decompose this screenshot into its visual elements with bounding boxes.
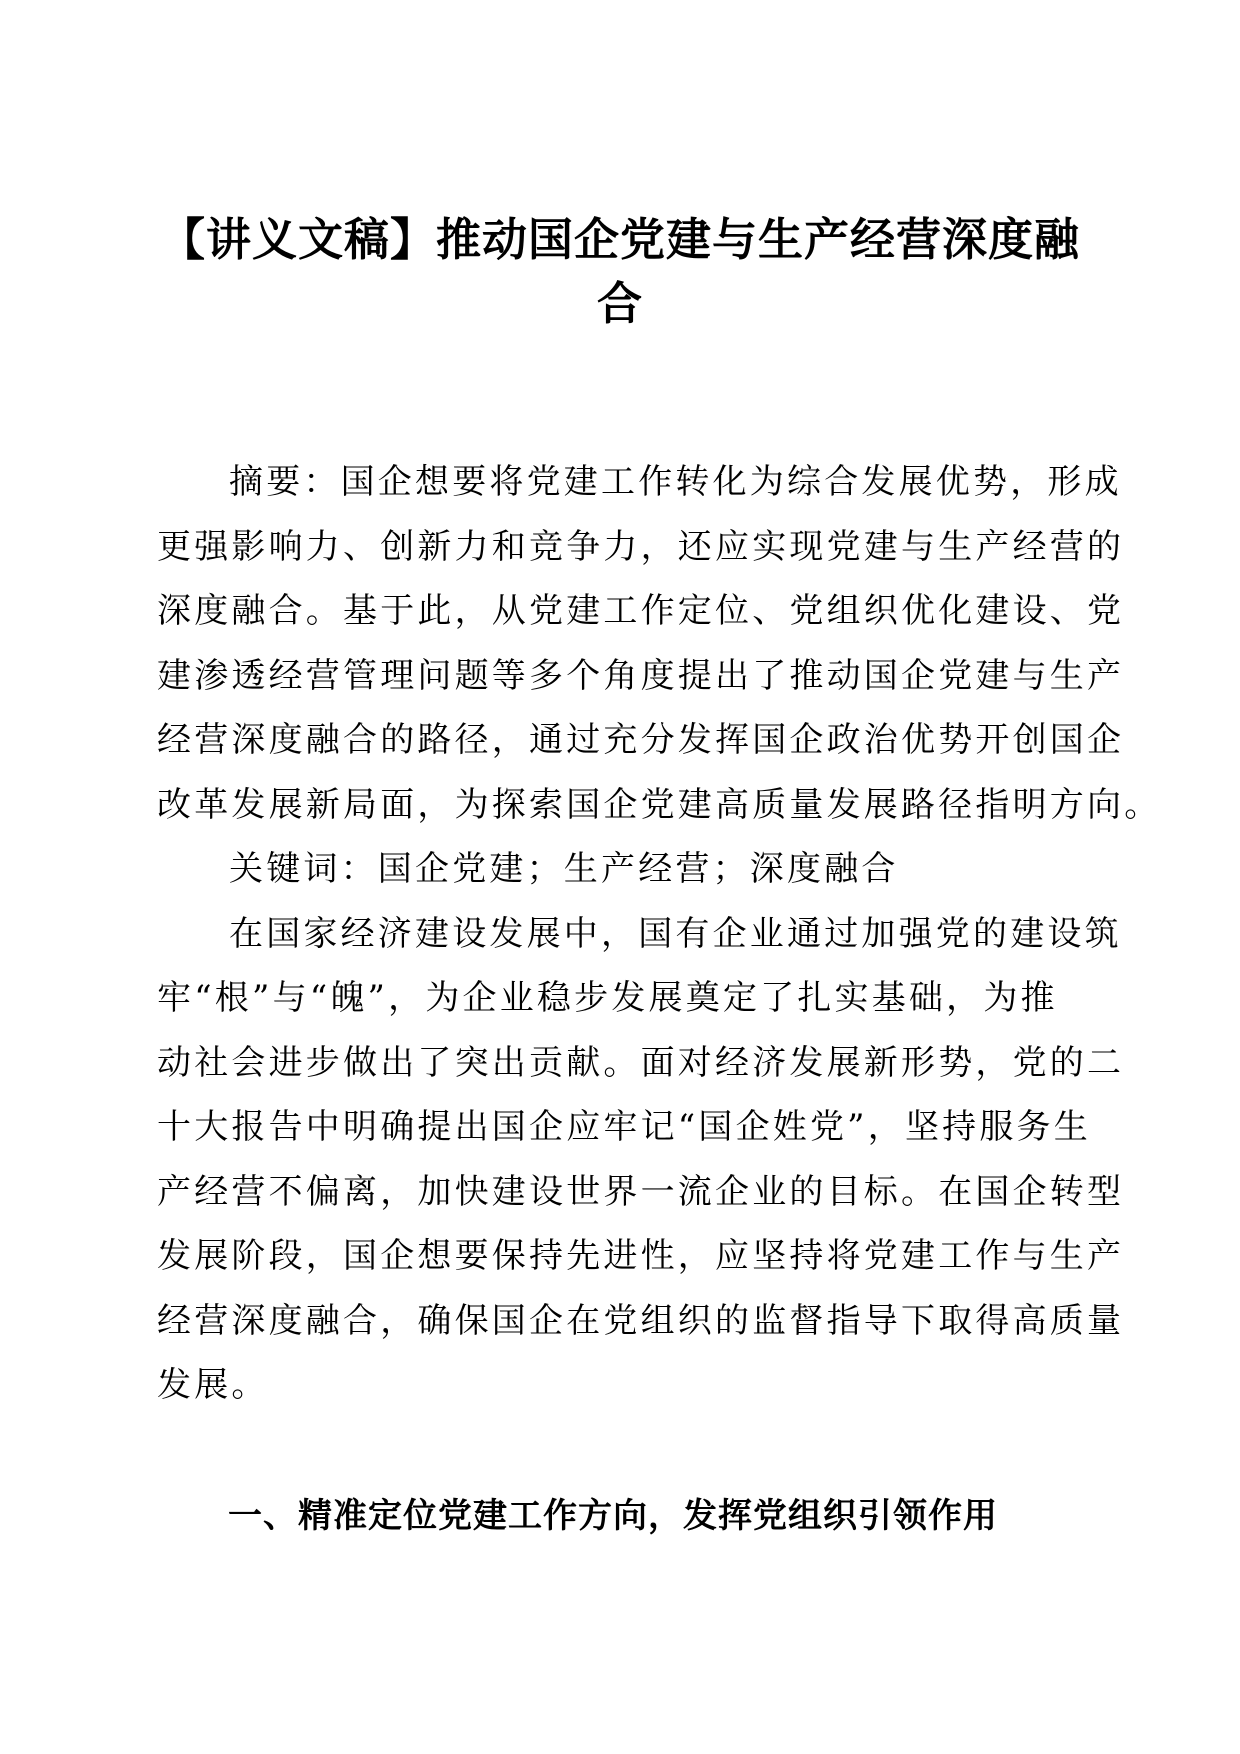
abstract-line: 摘要：国企想要将党建工作转化为综合发展优势，形成 <box>229 462 1122 502</box>
abstract-line: 改革发展新局面，为探索国企党建高质量发展路径指明方向。 <box>157 784 1162 825</box>
abstract-line: 经营深度融合的路径，通过充分发挥国企政治优势开创国企 <box>157 720 1125 760</box>
section-heading: 一、精准定位党建工作方向，发挥党组织引领作用 <box>228 1496 998 1536</box>
document-body <box>157 450 1162 1418</box>
title-line-2: 合 <box>596 277 643 330</box>
keywords-line: 关键词：国企党建；生产经营；深度融合 <box>229 849 899 889</box>
abstract-paragraph <box>157 450 1162 837</box>
document-title <box>150 208 1090 336</box>
title-line-1: 【讲义文稿】推动国企党建与生产经营深度融 <box>159 213 1080 266</box>
abstract-line: 深度融合。基于此，从党建工作定位、党组织优化建设、党 <box>157 591 1125 631</box>
intro-line: 十大报告中明确提出国企应牢记“国企姓党”，坚持服务生 <box>157 1107 1091 1147</box>
intro-line: 发展阶段，国企想要保持先进性，应坚持将党建工作与生产 <box>157 1236 1125 1276</box>
abstract-line: 更强影响力、创新力和竞争力，还应实现党建与生产经营的 <box>157 526 1125 567</box>
keywords-paragraph <box>157 837 1077 902</box>
intro-line: 发展。 <box>157 1365 269 1405</box>
intro-line: 牢“根”与“魄”，为企业稳步发展奠定了扎实基础，为推 <box>157 978 1058 1018</box>
intro-line: 产经营不偏离，加快建设世界一流企业的目标。在国企转型 <box>157 1171 1125 1212</box>
intro-line: 在国家经济建设发展中，国有企业通过加强党的建设筑 <box>229 913 1122 954</box>
intro-line: 经营深度融合，确保国企在党组织的监督指导下取得高质量 <box>157 1300 1125 1341</box>
intro-line: 动社会进步做出了突出贡献。面对经济发展新形势，党的二 <box>157 1042 1125 1083</box>
abstract-line: 建渗透经营管理问题等多个角度提出了推动国企党建与生产 <box>157 655 1125 696</box>
intro-paragraph <box>157 902 1125 1418</box>
